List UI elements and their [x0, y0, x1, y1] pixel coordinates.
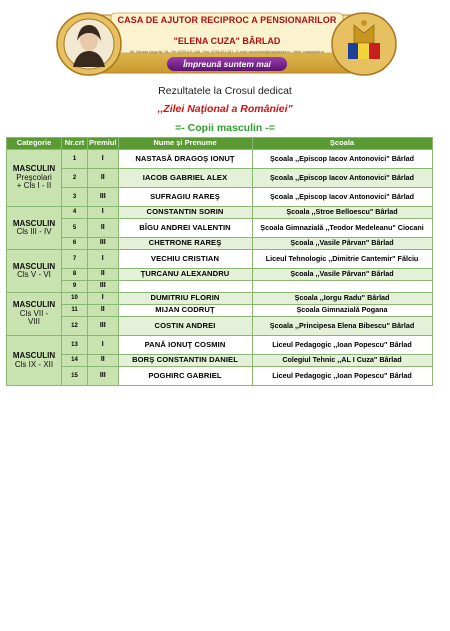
category-cell — [7, 207, 62, 250]
category-detail: Preşcolari — [16, 172, 52, 182]
name-cell: BORŞ CONSTANTIN DANIEL — [118, 355, 252, 367]
prize-cell: III — [88, 188, 119, 207]
organization-name: CASA DE AJUTOR RECIPROC A PENSIONARILOR — [117, 15, 337, 25]
name-cell: POGHIRC GABRIEL — [118, 367, 252, 386]
category-detail: Cls VII - — [19, 308, 49, 318]
nr-cell: 6 — [62, 238, 88, 250]
category-detail: Cls IX - XII — [14, 359, 54, 369]
name-cell: DUMITRIU FLORIN — [118, 293, 252, 305]
prize-cell: II — [88, 269, 119, 281]
nr-cell: 15 — [62, 367, 88, 386]
name-cell: CHETRONE RAREŞ — [118, 238, 252, 250]
name-cell — [118, 281, 252, 293]
name-cell: SUFRAGIU RAREŞ — [118, 188, 252, 207]
category-detail: + Cls I - II — [16, 181, 52, 191]
table-row — [7, 150, 433, 169]
nr-cell: 8 — [62, 269, 88, 281]
table-row — [7, 336, 433, 355]
table-row — [7, 207, 433, 219]
category-label: MASCULIN — [12, 164, 56, 174]
nr-cell: 1 — [62, 150, 88, 169]
table-row — [7, 169, 433, 188]
school-cell: Școala ,,Principesa Elena Bibescu" Bârlad — [252, 317, 432, 336]
nr-cell: 2 — [62, 169, 88, 188]
table-row — [7, 250, 433, 269]
table-row — [7, 238, 433, 250]
name-cell: IACOB GABRIEL ALEX — [118, 169, 252, 188]
nr-cell: 11 — [62, 305, 88, 317]
school-cell: Școala Gimnazială ,,Teodor Medeleanu" Ciocani — [252, 219, 432, 238]
prize-cell: III — [88, 317, 119, 336]
category-detail: Cls III - IV — [16, 227, 52, 236]
nr-cell: 5 — [62, 219, 88, 238]
category-cell — [7, 293, 62, 336]
table-header-row — [7, 138, 433, 150]
prize-cell: II — [88, 305, 119, 317]
contact-line: Str. Nicolae Iorga Nr. 7A - Tel.:0235-411.348 - Fax: 0235-421.261 - E-mail: carpbarlad@carpbarlad.ro - Web: carpbarlad.ro — [129, 50, 325, 54]
prize-cell: I — [88, 250, 119, 269]
nr-cell: 4 — [62, 207, 88, 219]
name-cell: COSTIN ANDREI — [118, 317, 252, 336]
portrait-icon — [55, 11, 123, 77]
coat-of-arms-icon — [330, 11, 398, 77]
table-row — [7, 305, 433, 317]
name-cell: BÎGU ANDREI VALENTIN — [118, 219, 252, 238]
category-label: MASCULIN — [12, 300, 56, 310]
school-cell: Liceul Tehnologic ,,Dimitrie Cantemir" Fălciu — [252, 250, 432, 269]
header-name: Nume și Prenume — [118, 138, 252, 150]
nr-cell: 9 — [62, 281, 88, 293]
school-cell: Școala ,,Vasile Pârvan" Bârlad — [252, 269, 432, 281]
prize-cell: I — [88, 336, 119, 355]
table-row — [7, 269, 433, 281]
nr-cell: 12 — [62, 317, 88, 336]
header-prize: Premiul — [88, 138, 119, 150]
school-cell: Școala ,,Episcop Iacov Antonovici" Bârlad — [252, 150, 432, 169]
event-title: ,,Zilei Naţional a României" — [157, 103, 293, 115]
prize-cell: I — [88, 207, 119, 219]
school-cell: Liceul Pedagogic ,,Ioan Popescu" Bârlad — [252, 367, 432, 386]
prize-cell: III — [88, 367, 119, 386]
school-cell: Școala Gimnazială Pogana — [252, 305, 432, 317]
header-category: Categorie — [7, 138, 62, 150]
name-cell: NASTASĂ DRAGOŞ IONUŢ — [118, 150, 252, 169]
category-cell — [7, 336, 62, 386]
table-row — [7, 367, 433, 386]
category-cell — [7, 250, 62, 293]
table-row — [7, 293, 433, 305]
category-label: MASCULIN — [12, 261, 56, 271]
name-cell: CONSTANTIN SORIN — [118, 207, 252, 219]
name-cell: PANĂ IONUŢ COSMIN — [118, 336, 252, 355]
nr-cell: 7 — [62, 250, 88, 269]
motto-banner: Împreună suntem mai puternici ! — [167, 57, 287, 71]
category-label: MASCULIN — [12, 218, 56, 228]
prize-cell: III — [88, 281, 119, 293]
category-cell — [7, 150, 62, 207]
school-cell: Școala ,,Stroe Belloescu" Bârlad — [252, 207, 432, 219]
prize-cell: III — [88, 238, 119, 250]
table-row — [7, 355, 433, 367]
category-detail: Cls V - VI — [17, 270, 51, 279]
nr-cell: 14 — [62, 355, 88, 367]
prize-cell: I — [88, 293, 119, 305]
results-title: Rezultatele la Crosul dedicat — [158, 85, 292, 97]
nr-cell: 3 — [62, 188, 88, 207]
prize-cell: II — [88, 355, 119, 367]
nr-cell: 13 — [62, 336, 88, 355]
prize-cell: I — [88, 150, 119, 169]
table-row — [7, 317, 433, 336]
results-table — [6, 137, 433, 386]
nr-cell: 10 — [62, 293, 88, 305]
school-cell: Școala ,,Episcop Iacov Antonovici" Bârlad — [252, 169, 432, 188]
prize-cell: II — [88, 169, 119, 188]
school-cell: Școala ,,Iorgu Radu" Bârlad — [252, 293, 432, 305]
prize-cell: II — [88, 219, 119, 238]
school-cell: Colegiul Tehnic ,,AL I Cuza" Bârlad — [252, 355, 432, 367]
school-cell: Școala ,,Vasile Pârvan" Bârlad — [252, 238, 432, 250]
table-row — [7, 219, 433, 238]
table-row — [7, 188, 433, 207]
category-detail: VIII — [27, 317, 40, 327]
letterhead — [53, 9, 401, 83]
header-nr: Nr.crt — [62, 138, 88, 150]
school-cell: Școala ,,Episcop Iacov Antonovici" Bârlad — [252, 188, 432, 207]
name-cell: ŢURCANU ALEXANDRU — [118, 269, 252, 281]
name-cell: VECHIU CRISTIAN — [118, 250, 252, 269]
organization-subtitle: "ELENA CUZA" BÂRLAD — [173, 36, 281, 46]
table-row — [7, 281, 433, 293]
school-cell: Liceul Pedagogic ,,Ioan Popescu" Bârlad — [252, 336, 432, 355]
category-label: MASCULIN — [12, 351, 56, 360]
school-cell — [252, 281, 432, 293]
category-title: =- Copii masculin -= — [175, 122, 275, 134]
header-school: Școala — [252, 138, 432, 150]
name-cell: MIJAN CODRUŢ — [118, 305, 252, 317]
